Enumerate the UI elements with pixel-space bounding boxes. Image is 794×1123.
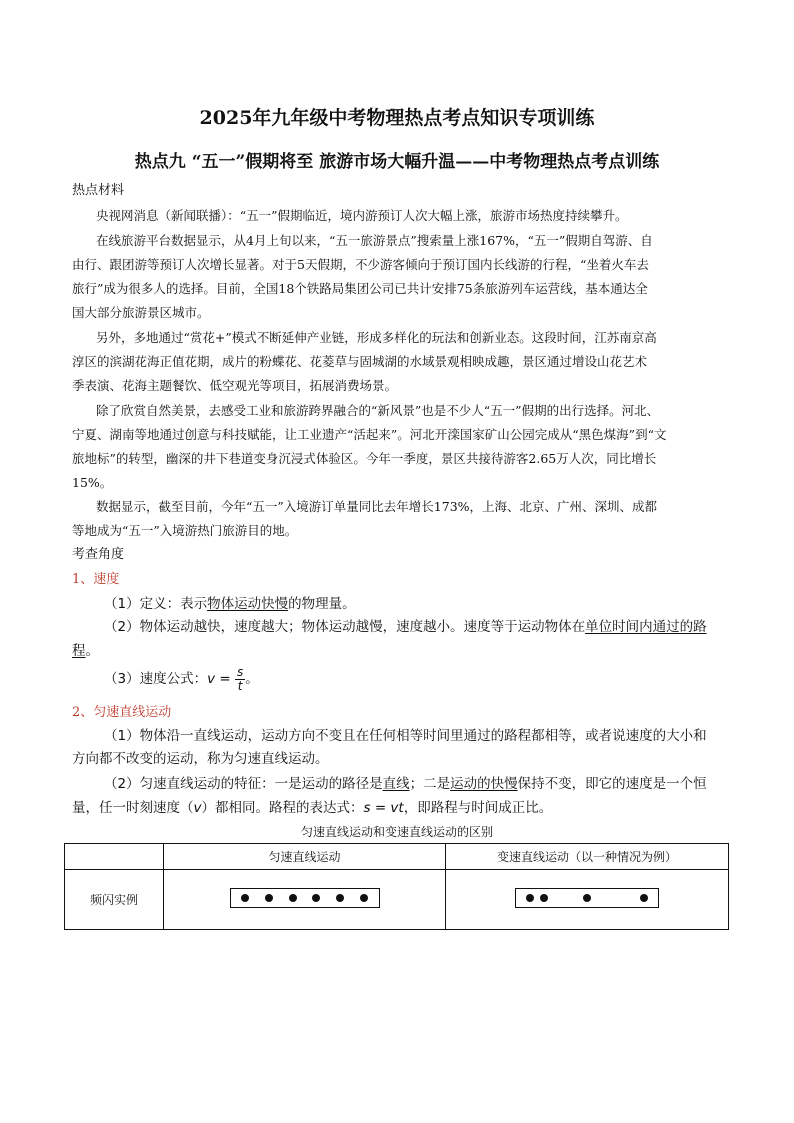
material-line: 由行、跟团游等预订人次增长显著。对于5天假期，不少游客倾向于预订国内长线游的行程，“坐着火车去 (72, 257, 649, 272)
uniform-feature: （2）匀速直线运动的特征：一是运动的路径是直线；二是运动的快慢保持不变，即它的速度是一个恒 (104, 776, 707, 792)
strobe-dot (289, 894, 297, 902)
strobe-dot (526, 894, 534, 902)
material-line: 等地成为“五一”入境游热门旅游目的地。 (72, 523, 298, 538)
material-line: 国大部分旅游景区城市。 (72, 305, 210, 320)
variable-strobe-cell (446, 870, 729, 930)
table-row-label: 频闪实例 (65, 870, 164, 930)
strobe-dot (640, 894, 648, 902)
material-line: 旅行”成为很多人的选择。目前，全国18个铁路局集团公司已共计安排75条旅游列车运营线，基本通达全 (72, 281, 648, 296)
material-line: 旅地标”的转型，幽深的井下巷道变身沉浸式体验区。今年一季度，景区共接待游客2.65万人次，同比增长 (72, 451, 657, 466)
angles-heading: 考查角度 (72, 547, 125, 562)
uniform-definition: （1）物体沿一直线运动，运动方向不变且在任何相等时间里通过的路程都相等，或者说速度的大小和 (104, 728, 707, 744)
material-line: 淳区的滨湖花海正值花期，成片的粉蝶花、花菱草与固城湖的水域景观相映成趣，景区通过增设山花艺术 (72, 354, 648, 369)
page-title: 2025年九年级中考物理热点考点知识专项训练 (199, 107, 595, 129)
strobe-dot (312, 894, 320, 902)
strobe-dot (241, 894, 249, 902)
material-line: 央视网消息（新闻联播）：“五一”假期临近，境内游预订人次大幅上涨，旅游市场热度持续攀升。 (96, 208, 628, 223)
speed-relation: （2）物体运动越快，速度越大；物体运动越慢，速度越小。速度等于运动物体在单位时间内通过的路 (104, 619, 707, 635)
material-heading: 热点材料 (72, 183, 125, 198)
formula-fraction: $\frac{s}{t}$ (237, 664, 244, 693)
table-header-row (65, 844, 729, 870)
uniform-definition-cont: 方向都不改变的运动，称为匀速直线运动。 (72, 751, 329, 767)
material-line: 除了欣赏自然美景，去感受工业和旅游跨界融合的“新风景”也是不少人“五一”假期的出行选择。河北、 (96, 403, 660, 418)
strobe-dot (540, 894, 548, 902)
material-line: 数据显示，截至目前，今年“五一”入境游订单量同比去年增长173%，上海、北京、广州、深圳、成都 (96, 499, 658, 514)
strobe-dot (336, 894, 344, 902)
material-line: 另外，多地通过“赏花+”模式不断延伸产业链，形成多样化的玩法和创新业态。这段时间，江苏南京高 (96, 330, 657, 345)
strobe-dot (360, 894, 368, 902)
table-corner-cell (65, 844, 164, 870)
material-line: 季表演、花海主题餐饮、低空观光等项目，拓展消费场景。 (72, 378, 398, 393)
strobe-dot (265, 894, 273, 902)
table-header-uniform: 匀速直线运动 (164, 844, 446, 870)
material-line: 宁夏、湖南等地通过创意与科技赋能，让工业遗产“活起来”。河北开滦国家矿山公园完成从“黑色煤海”到“文 (72, 427, 667, 442)
section-heading-speed: 1、速度 (72, 572, 120, 587)
table-row (65, 870, 729, 930)
comparison-table (64, 843, 729, 930)
table-caption: 匀速直线运动和变速直线运动的区别 (300, 825, 493, 839)
material-line: 在线旅游平台数据显示，从4月上旬以来，“五一旅游景点”搜索量上涨167%，“五一”假期自驾游、自 (96, 233, 653, 248)
material-line: 15%。 (72, 475, 113, 490)
uniform-strobe-cell (164, 870, 446, 930)
strobe-dot (583, 894, 591, 902)
uniform-feature-cont: 量，任一时刻速度（v）都相同。路程的表达式：s = vt，即路程与时间成正比。 (72, 800, 553, 816)
speed-relation-cont: 程。 (72, 643, 99, 659)
speed-formula: （3）速度公式：v = $\frac{s}{t}$ 。 (104, 664, 259, 693)
page-subtitle: 热点九 “五一”假期将至 旅游市场大幅升温——中考物理热点考点训练 (134, 152, 660, 172)
uniform-strobe-strip (230, 888, 380, 908)
variable-strobe-strip (515, 888, 659, 908)
section-heading-uniform: 2、匀速直线运动 (72, 705, 172, 720)
table-header-variable: 变速直线运动（以一种情况为例） (446, 844, 729, 870)
speed-definition: （1）定义：表示物体运动快慢的物理量。 (104, 596, 356, 612)
